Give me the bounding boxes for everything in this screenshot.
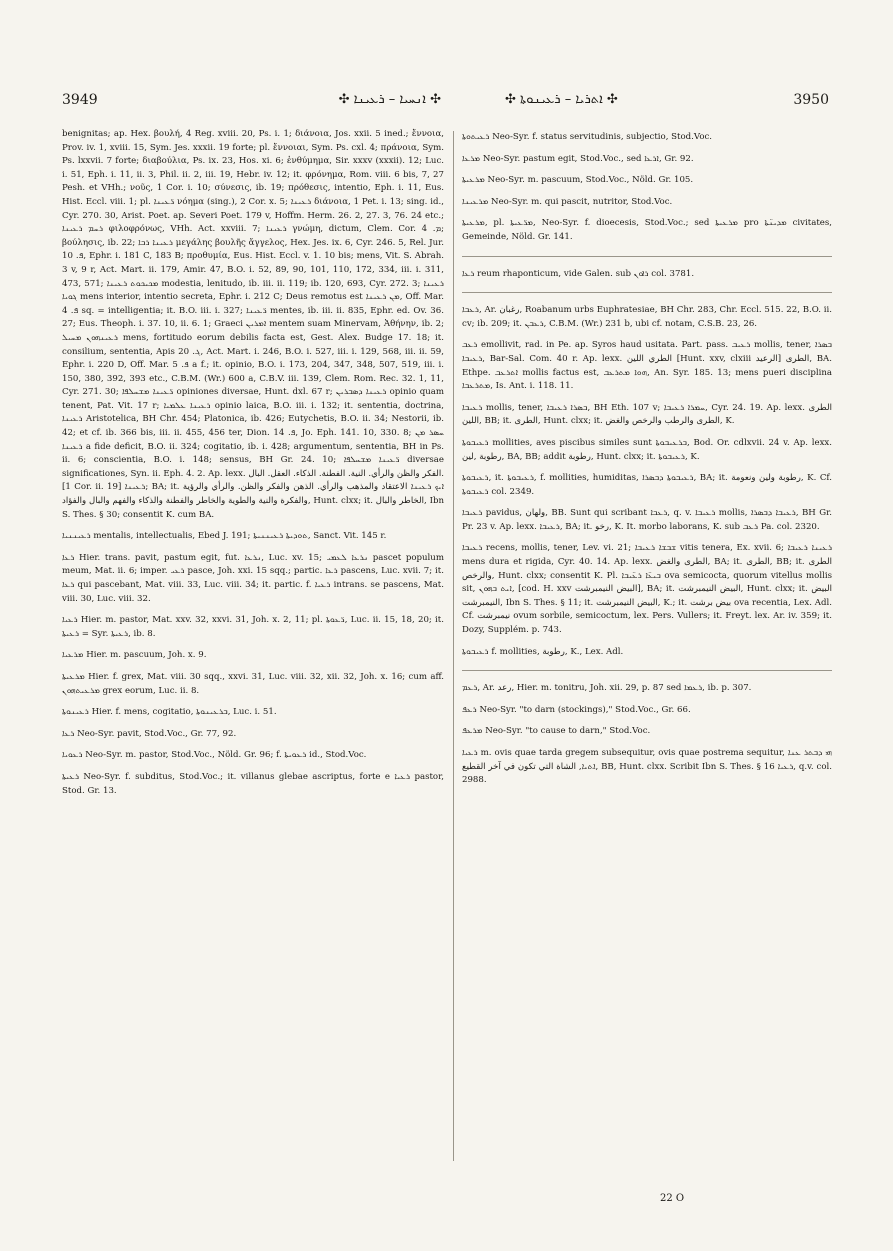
entry-paragraph: ܪܥܝܐ Hier. m. pastor, Mat. xxv. 32, xxvi. 31, Joh. x. 2, 11; pl. ܪ̈ܥܘܬܐ, Luc. ii. 15, 18, 20; it. ܪܥܝܬܐ = Syr. ܪܥܝܬܐ, ib. 8. [62, 615, 444, 639]
entry-paragraph: ܡܪܥܝܬܐ Hier. f. grex, Mat. viii. 30 sqq., xxvi. 31, Luc. viii. 32, xii. 32, Joh. x. 16; cum aff. ܡܪܥܝܬܗܘܢ grex eorum, Luc. ii. 8. [62, 671, 444, 696]
entry-paragraph: ܪܥܒܐ, Ar. رغبان, Roabanum urbs Euphratesiae, BH Chr. 283, Chr. Eccl. 515. 22, B.O. ii. cv; ib. 209; it. ܪܥܒܢ, C.B.M. (Wr.) 231 b, ubi cf. notam, C.S.B. 23, 26. [462, 305, 833, 329]
entry-paragraph: ܪܥܡ, Ar. رعد, Hier. m. tonitru, Joh. xii. 29, p. 87 sed ܪܥܡܐ, ib. p. 307. [462, 683, 752, 694]
entry-paragraph: ܡܪܥܝܢܐ Neo-Syr. m. qui pascit, nutritor, Stod.Voc. [462, 196, 673, 207]
entry-paragraph: ܡܪܥܐ Neo-Syr. pastum egit, Stod.Voc., sed ܐܪܥܐ, Gr. 92. [462, 153, 694, 164]
entry-paragraph: ܪܥܝܒܐ recens, mollis, tener, Lev. vi. 21; ܫܒܫܐ ܪܥܝܒܐ vitis tenera, Ex. xvii. 6; ܪܥܝܢܐ ܪܥܝܒܐ mens dura et rigida, Cyr. 40. 14. Ap. lexx. الطرى والغض, BA; it. الطرى, BB; it. الطرى والرخص, Hunt. clxx; consentit K. Pl. ܒܝܥ̈ܐ ܪܥ̈ܝܒܐ ova semicocta, quorum vitellus mollis sit, ܐܝܬ ܒܗܘܢ, [cod. H. xxv البيض النيمبرشت], BA; it. البيض النيمبرشت, Hunt. clxx; it. البيض النيمبرشت, Ibn S. Thes. § 11; it. البيض النيمبرشت, K.; it. بيض برشت ova recentia, Lex. Adl. Cf. نيمبرشت ovum sorbile, semicoctum, lex. Pers. Vullers; it. Freyt. lex. Ar. iv. 359; it. Dozy, Supplém. p. 743. [462, 543, 833, 636]
entry-paragraph: ܪܥܝܐ m. ovis quae tarda gregem subsequitur, ovis quae postrema sequitur, ܗܝ ܕܒܬܪ ܥܢܐ ܐܬܝܐ, الشاة التي تكون في آخر القطيع, BB, Hunt. clxx. Scribit Ibn S. Thes. § 16 ܪܥܝܐ, q.v. col. 2988. [462, 748, 832, 786]
left-page-header [62, 92, 441, 108]
entry-paragraph: ܪܥܘܝܐ Neo-Syr. m. pastor, Stod.Voc., Nöld. Gr. 96; f. ܪܥܘܝܬܐ id., Stod.Voc. [62, 750, 367, 761]
entry-paragraph: ܪܥܝܒܐ mollis, tener, ܒܣܪܐ ܪܥܝܒܐ, BH Eth. 107 v; ܚܡܪܐ ܪܥܝܒܐ, Cyr. 24. 19. Ap. lexx. الطرى اللين, BB; it. الطرى, Hunt. clxx; it. الطرى والرطب والرخص والغض, K. [462, 402, 832, 427]
right-column [462, 131, 832, 796]
entry-paragraph: ܪܥܝܬܐ Neo-Syr. f. subditus, Stod.Voc.; it. villanus glebae ascriptus, forte e ܪܥܝܐ pastor, Stod. Gr. 13. [62, 771, 445, 796]
entry-paragraph: ܡܪܥܝܬܐ, pl. ܡܪ̈ܥܝܬܐ, Neo-Syr. f. dioecesis, Stod.Voc.; sed ܡܪܥܝܬܐ pro ܡܕܝܢ̈ܬܐ civitates, Gemeinde, Nöld. Gr. 141. [462, 218, 832, 242]
section-rule [462, 256, 832, 257]
left-running-title: ✣ ܐܢܚܝܐ – ܪܥܝܢܐ ✣ [338, 92, 441, 107]
entry-paragraph: ܪܥܝܬܘܬܐ Neo-Syr. f. status servitudinis, subjectio, Stod.Voc. [462, 132, 713, 142]
entry-paragraph: ܡܪܥܦ Neo-Syr. "to cause to darn," Stod.Voc. [462, 726, 651, 737]
section-rule [462, 292, 832, 293]
right-running-title: ✣ ܐܬܪܝܐ – ܪܥܝܢܘܬܐ ✣ [505, 92, 618, 107]
entry-paragraph: ܪܥܐ Neo-Syr. pavit, Stod.Voc., Gr. 77, 92. [62, 728, 237, 739]
right-page-number: 3950 [793, 92, 829, 108]
entry-paragraph: ܪܥܝܢܘܬܐ Hier. f. mens, cogitatio, ܒܪܥܝܢܘܬܐ, Luc. i. 51. [62, 707, 277, 718]
left-page-number: 3949 [62, 92, 98, 108]
column-divider [453, 131, 454, 1161]
entry-paragraph: ܡܪܥܝܬܐ Neo-Syr. m. pascuum, Stod.Voc., Nöld. Gr. 105. [462, 175, 694, 186]
entry-paragraph: ܪܥܝܒܘܬܐ f. mollities, رطوبة, K., Lex. Adl. [462, 646, 624, 657]
entry-paragraph: ܪܥܦ Neo-Syr. "to darn (stockings)," Stod.Voc., Gr. 66. [462, 704, 691, 715]
section-rule [462, 670, 832, 671]
entry-paragraph: ܪܥܝܒܘܬܐ mollities, aves piscibus similes sunt ܒܪܥܝܒܘܬܐ, Bod. Or. cdlxvii. 24 v. Ap. lexx. رطوبة ,لين, BA, BB; addit رطوبة, Hunt. clxx; it. ܪܥܝܒܘܬܐ, K. [462, 437, 832, 462]
entry-paragraph: benignitas; ap. Hex. βουλή, 4 Reg. xviii. 20, Ps. i. 1; διάνοια, Jos. xxii. 5 ined.; ἔννοια, Prov. iv. 1, xviii. 15, Sym. Jes. xxxii. 19 forte; pl. ἔννοιαι, Sym. Ps. cxl. 4; πράνοια, Sym. Ps. lxxvii. 7 forte; διαβούλια, Ps. ix. 23, Hos. xi. 6; ἐνθύμημα, Sir. xxxv (xxxii). 12; Luc. i. 51, Eph. i. 11, ii. 3, Phil. ii. 2, iii. 19, Hebr. iv. 12; it. φρόνημα, Rom. viii. 6 bis, 7, 27 Pesh. et VHh.; νοῦς, 1 Cor. i. 10; σύνεσις, ib. 19; πρόθεσις, intentio, Eph. i. 11, Eus. Hist. Eccl. viii. 1; pl. ܪ̈ܥܝܢܐ νόημα (sing.), 2 Cor. x. 5; ܪܥܝܢܐ διάνοια, 1 Pet. i. 13; sing. id., Cyr. 270. 30, Arist. Poet. ap. Severi Poet. 179 v, Hoffm. Herm. 26. 2, 27. 3, 76. 24 etc.; ܪܚܡ ܪܥܝܢܐ φιλοφρόνως, VHh. Act. xxviii. 7; ܪܥܝܢܐ γνώμη, dictum, Clem. Cor. ܡ. 4; βούλησις, ib. 22; ܪܥܝܢܐ ܪܒܐ μεγάλης βουλῆς ἄγγελος, Hex. Jes. ix. 6, Cyr. 246. 5, Rel. Jur. ܦ. 10, Ephr. i. 181 C, 183 B; προθυμία, Eus. Hist. Eccl. v. 1. 10 bis; mens, Vit. S. Abrah. 3 v, 9 r, Act. Mart. ii. 179, Amir. 47, B.O. i. 52, 89, 90, 101, 110, 172, 334, iii. i. 311, 473, 571; ܡܟܝܟܘܬ ܪܥܝܢܐ modestia, lenitudo, ib. iii. ii. 119; ib. 120, 693, Cyr. 272. 3; ܪܥܝܢܐ ܓܘܝܐ mens interior, intentio secreta, Ephr. i. 212 C; Deus remotus est ܡܢ ܪܥܝܢܐ, Off. Mar. ܦ. 4 sq. = intelligentia; it. B.O. iii. i. 327; ܪ̈ܥܝܢܐ mentes, ib. iii. ii. 835, Ephr. ed. Ov. 36. 27; Eus. Theoph. i. 37. 10, ii. 6. 1; Graeci ܐܡܪܝܢ mentem suam Minervam, Ἀθήνην, ib. 2; ܪܥܝܢܗܘܢ ܡܚܝܠ mens, fortitudo eorum debilis facta est, Gest. Alex. Budge 17. 18; it. consilium, sententia, Apis ܓ. 20, Act. Mart. i. 246, B.O. i. 527, iii. i. 129, 568, iii. ii. 59, Ephr. i. 220 D, Off. Mar. ܦ. 5 a f.; it. opinio, B.O. i. 173, 204, 347, 348, 507, 519, iii. i. 150, 380, 392, 393 etc., C.B.M. (Wr.) 600 a, C.B.V. iii. 139, Clem. Rom. Rec. 32. 1, 11, Cyr. 271. 30; ܪ̈ܥܝܢܐ ܡܫܚܠܦܐ opiniones diversae, Hunt. dxl. 67 r; ܪܥܝܢܐ ܕܣܒܪܝܢ opinio quam tenent, Pat. Vit. 17 r; ܪܥܝܢܐ ܥܠܡܝܐ opinio laica, B.O. iii. i. 132; it. sententia, doctrina, ܪܥܝܢܐ Aristotelica, BH Chr. 454; Platonica, ib. 426; Eutychetis, B.O. ii. 34; Nestorii, ib. 42; et cf. ib. 366 bis, iii. ii. 455, 456 ter, Dion. ܦ. 14, Jo. Eph. 141. 10, 330. 8; ܚܣܪ ܡܢ ܪܥܝܢܐ a fide deficit, B.O. ii. 324; cogitatio, ib. i. 428; argumentum, sententia, BH in Ps. ii. 6; conscientia, B.O. i. 148; sensus, BH Gr. 24. 10; ܪ̈ܥܝܢܐ ܡܫܚܠܦܐ diversae significationes, Syn. ii. Eph. 4. 2. Ap. lexx. الفكر والظن والرأي. النية. الفطنة. الذكاء. العقل. البال. [1 Cor. ii. 19] ܪܥܝܢܐ; BA; it. ܐܝܟ ܪܥܝܢܐ الاعتقاد والمذهب والرأي. الذهن والفكر والظن. والرأي والرؤية والفكرة والنية والطوية والخاطر والفطنة والذكاء والفهم والبال والفؤاد, Hunt. clxx; it. الخاطر والبال, Ibn S. Thes. § 30; consentit K. cum BA. [62, 129, 445, 520]
entry-paragraph: ܪܥܐ reum rhaponticum, vide Galen. sub ܪܐܘܢ col. 3781. [462, 268, 695, 279]
entry-paragraph: ܪܥܐ Hier. trans. pavit, pastum egit, fut. ܢܪܥܐ, Luc. xv. 15; ܢܪܥܐ ܠܥܡܝ pascet populum meum, Mat. ii. 6; imper. ܪܥܝ pasce, Joh. xxi. 15 sqq.; partic. ܪܥܐ pascens, Luc. xvii. 7; it. ܪܥܐ qui pascebant, Mat. viii. 33, Luc. viii. 34; it. partic. f. ܪܥܝܐ intrans. se pascens, Mat. viii. 30, Luc. viii. 32. [62, 552, 444, 604]
right-page-header [505, 92, 829, 108]
signature-mark: 22 O [660, 1193, 685, 1204]
entry-paragraph: ܡܪܥܝܐ Hier. m. pascuum, Joh. x. 9. [62, 650, 207, 661]
entry-paragraph: ܪܥܝܒܐ pavidus, ولهان, BB. Sunt qui scribant ܪܥܒܐ, q. v. ܪܥܝܒܐ mollis, ܪܥܝܒܐ ܕܒܣܪܐ, BH Gr. Pr. 23 v. Ap. lexx. ܪܥܝܒܐ, BA; it. رخو, K. It. morbo laborans, K. sub ܪܥܒ Pa. col. 2320. [462, 508, 832, 532]
left-column [62, 128, 444, 806]
entry-paragraph: ܪܥܒ emollivit, rad. in Pe. ap. Syros haud usitata. Part. pass. ܪܥܝܒ mollis, tener, ܒܣܪܐ ܪܥܝܒܐ, Bar-Sal. Com. 40 r. Ap. lexx. الطري اللين [Hunt. xxv, clxiii الرعيد] الطرى, BA. Ethpe. ܐܬܪܥܒ mollis factus est, ܗܘܐ ܡܬܪܥܒ, An. Syr. 185. 13; mens pueri disciplina ܡܬܪܥܒܐ, Is. Ant. i. 118. 11. [462, 340, 833, 392]
entry-paragraph: ܪܥܝܒܘܬܐ, it. ܪܥܝܒܘܬܐ, f. mollities, humiditas, ܪܥܝܒܘܬܐ ܕܒܣܪܐ, BA; it. رطوبة ولين ونعومة, K. Cf. ܪܥܝܒܘܬܐ col. 2349. [462, 473, 833, 497]
entry-paragraph: ܪܥܝܢܢܝܐ mentalis, intellectualis, Ebed J. 191; ܬܘܕܝܬܐ ܪܥܝܢܢܝܬܐ, Sanct. Vit. 145 r. [62, 531, 387, 542]
